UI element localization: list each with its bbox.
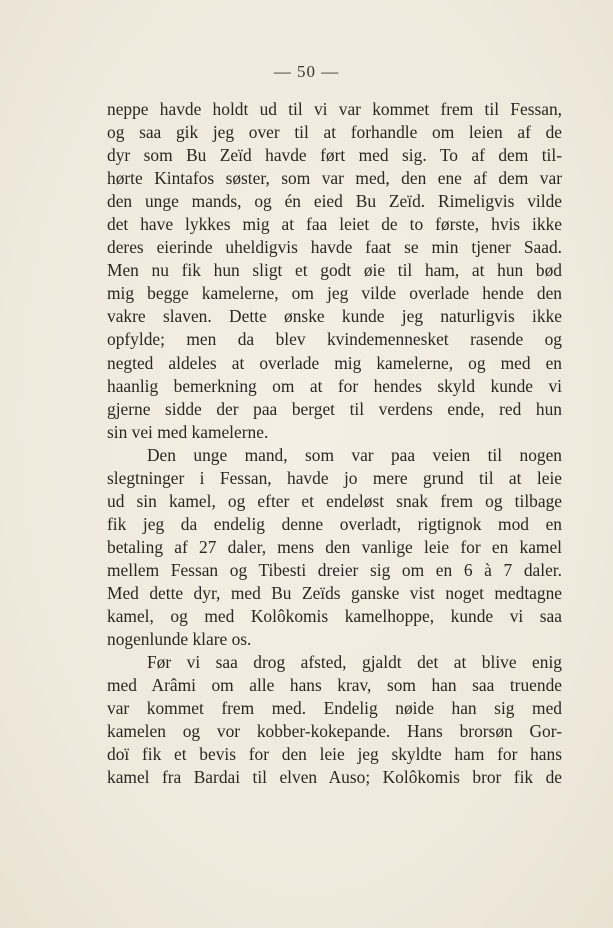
text-line: var kommet frem med. Endelig nøide han sig med: [107, 698, 562, 719]
text-line: haanlig bemerkning om at for hendes skyld kunde vi: [107, 375, 562, 396]
text-line: det have lykkes mig at faa leiet de to første, hvis ikke: [107, 214, 562, 235]
text-line: og saa gik jeg over til at forhandle om leien af de: [107, 122, 562, 143]
text-line: vakre slaven. Dette ønske kunde jeg naturligvis ikke: [107, 306, 562, 327]
text-line: negted aldeles at overlade mig kamelerne, og med en: [107, 352, 562, 373]
page-number: — 50 —: [273, 62, 340, 81]
text-line: slegtninger i Fessan, havde jo mere grund til at leie: [107, 467, 562, 488]
text-line: Med dette dyr, med Bu Zeïds ganske vist noget medtagne: [107, 582, 562, 603]
text-line: opfylde; men da blev kvindemennesket rasende og: [107, 329, 562, 350]
text-line: nogenlunde klare os.: [107, 629, 252, 650]
text-line: betaling af 27 daler, mens den vanlige leie for en kamel: [107, 536, 562, 557]
text-line: fik jeg da endelig denne overladt, rigtignok mod en: [107, 513, 562, 534]
text-line: kamel, og med Kolôkomis kamelhoppe, kunde vi saa: [107, 606, 562, 627]
text-line: Før vi saa drog afsted, gjaldt det at blive enig: [147, 652, 562, 673]
text-line: kamelen og vor kobber-kokepande. Hans brorsøn Gor-: [107, 721, 562, 742]
text-line: neppe havde holdt ud til vi var kommet frem til Fessan,: [107, 99, 562, 119]
text-line: doï fik et bevis for den leie jeg skyldte ham for hans: [107, 744, 562, 765]
text-line: dyr som Bu Zeïd havde ført med sig. To af dem til-: [107, 145, 562, 166]
text-line: mellem Fessan og Tibesti dreier sig om en 6 à 7 daler.: [107, 559, 562, 580]
text-line: Den unge mand, som var paa veien til nogen: [147, 444, 562, 465]
text-line: hørte Kintafos søster, som var med, den ene af dem var: [107, 168, 562, 189]
text-line: med Arâmi om alle hans krav, som han saa truende: [107, 675, 562, 696]
text-line: Men nu fik hun sligt et godt øie til ham, at hun bød: [107, 260, 562, 281]
text-line: sin vei med kamelerne.: [107, 421, 269, 442]
text-line: kamel fra Bardai til elven Auso; Kolôkomis bror fik de: [107, 767, 562, 788]
text-line: ud sin kamel, og efter et endeløst snak frem og tilbage: [107, 490, 562, 511]
text-line: mig begge kamelerne, om jeg vilde overlade hende den: [107, 283, 562, 304]
text-line: den unge mands, og én eied Bu Zeïd. Rimeligvis vilde: [107, 191, 562, 212]
body-text: [107, 98, 562, 789]
text-line: gjerne sidde der paa berget til verdens ende, red hun: [107, 398, 562, 419]
text-line: deres eierinde uheldigvis havde faat se min tjener Saad.: [107, 237, 562, 258]
